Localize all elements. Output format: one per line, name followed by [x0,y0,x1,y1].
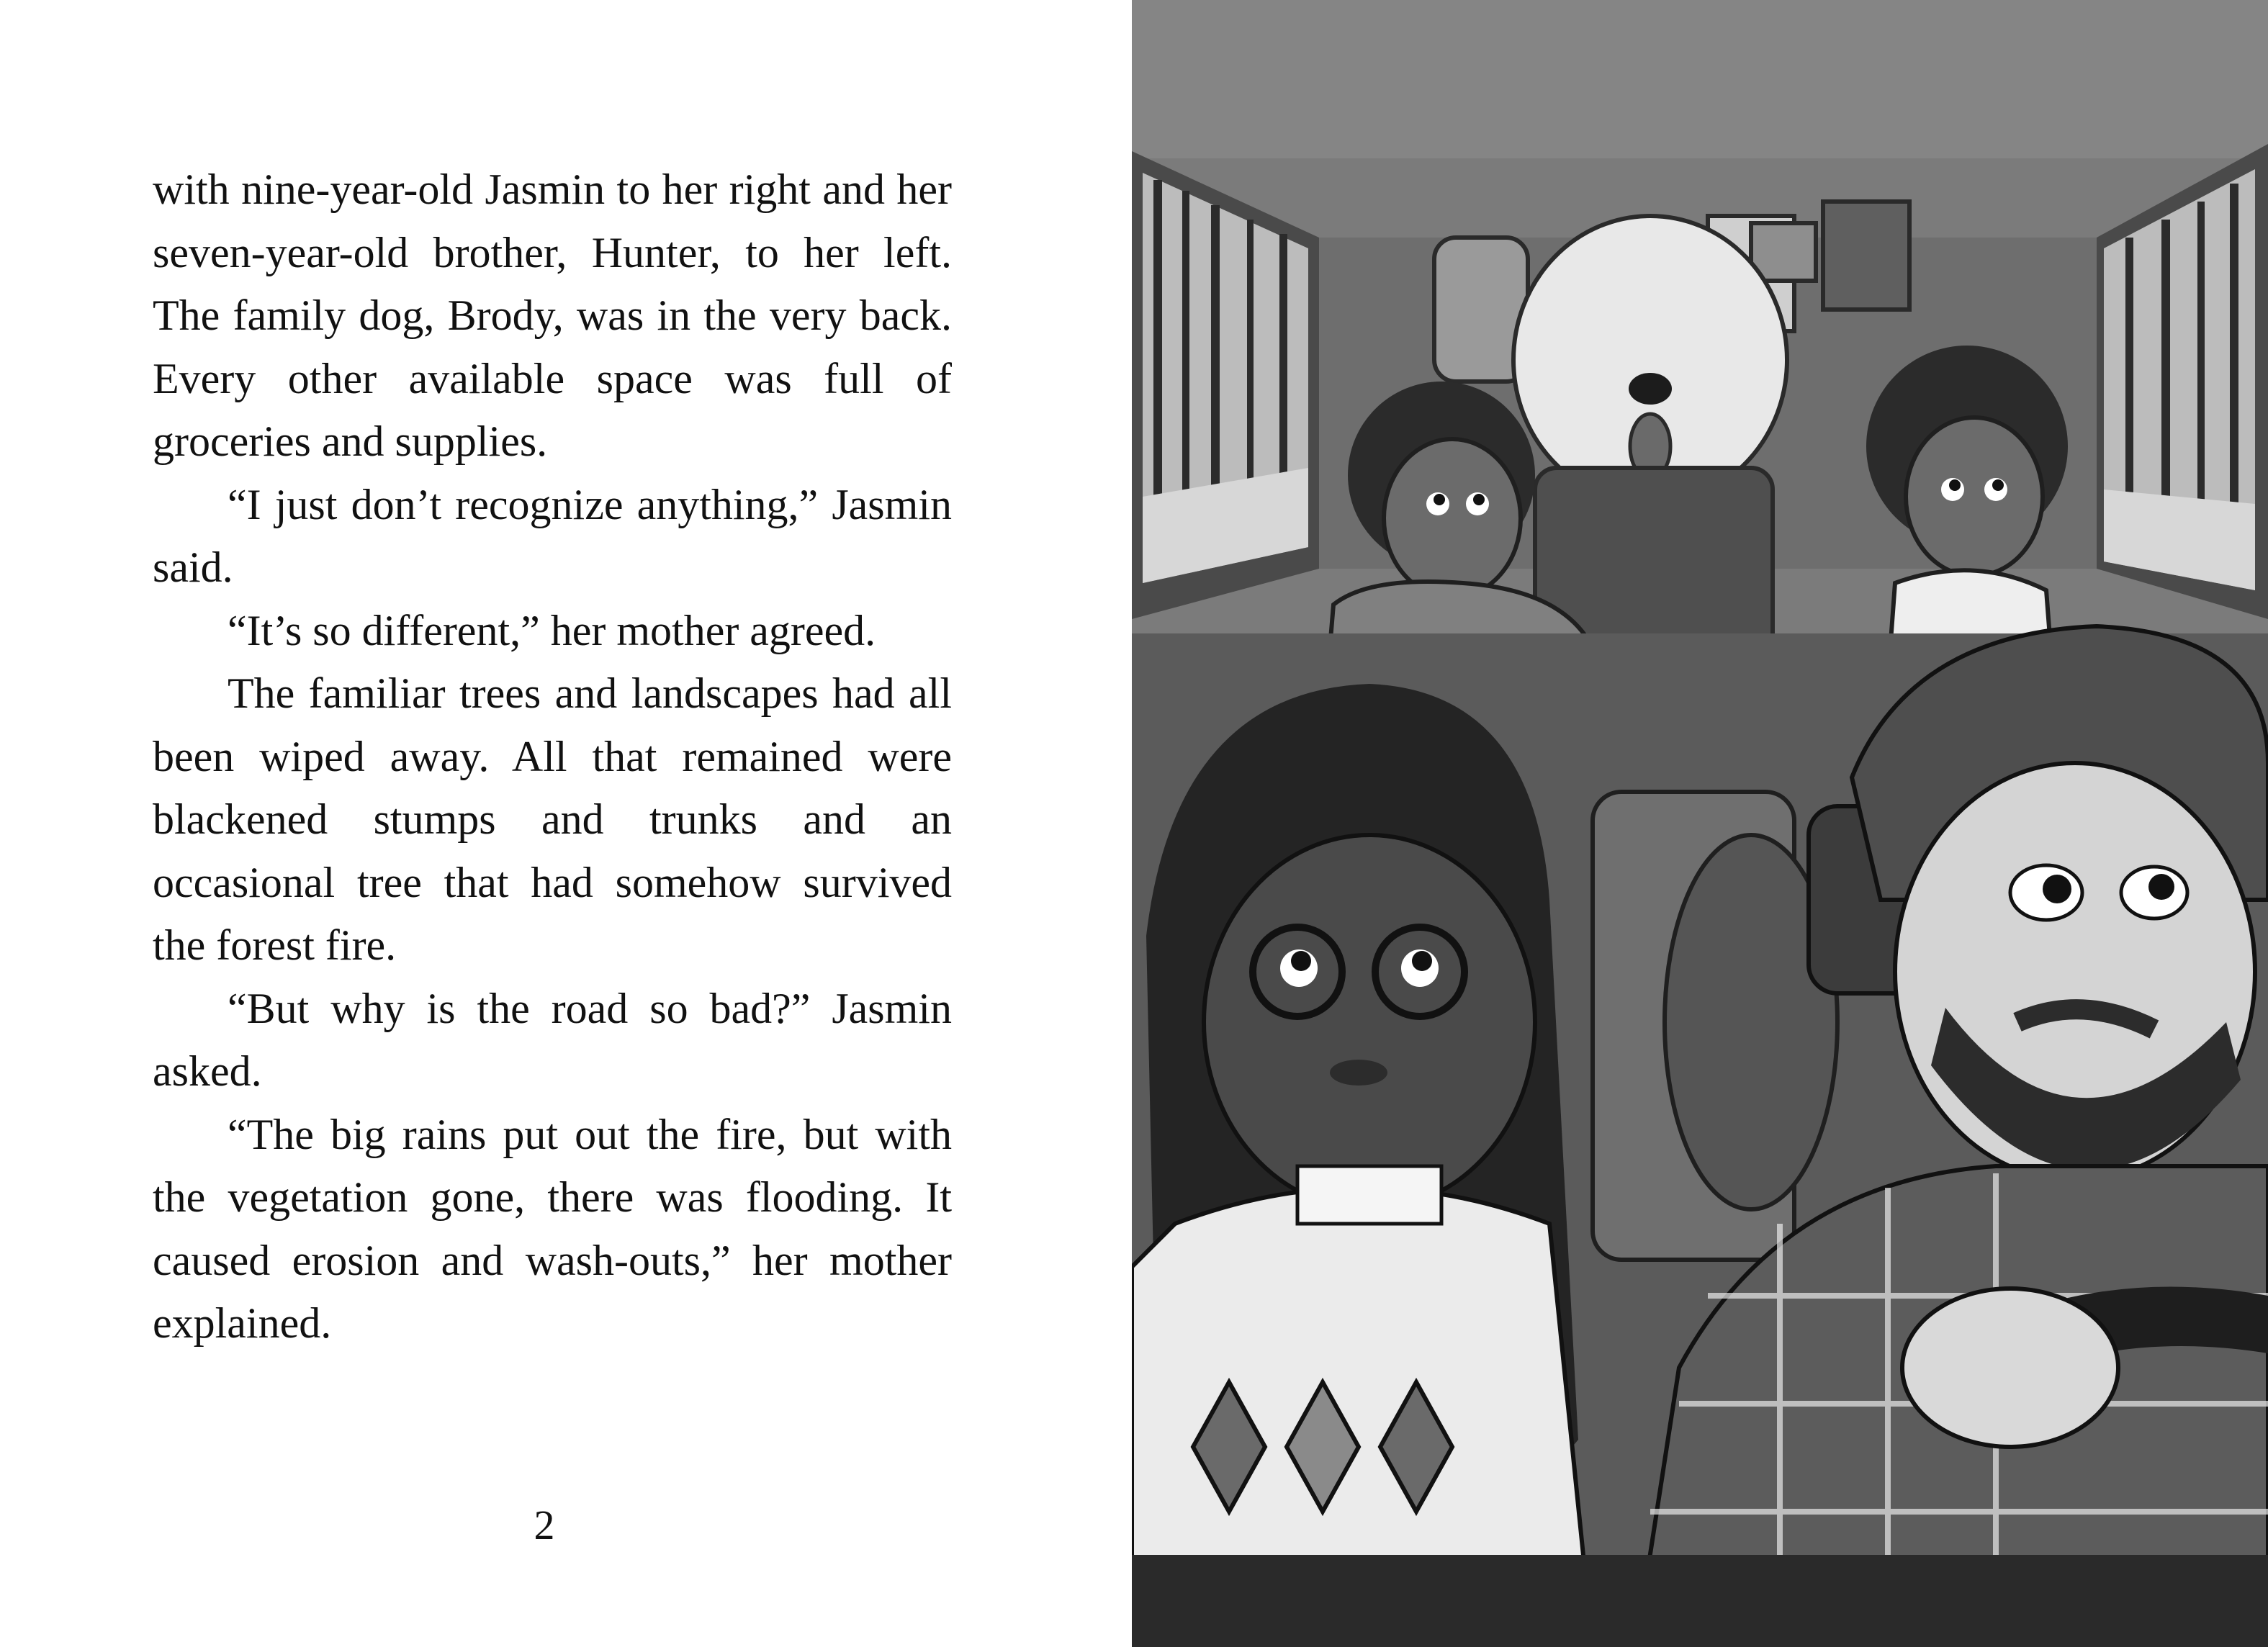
car-interior-illustration [1132,0,2268,1647]
paragraph: “It’s so different,” her mother agreed. [228,606,876,654]
paragraph: “But why is the road so bad?” Jasmin asked. [153,984,952,1095]
text-page [0,0,1132,1647]
paragraph: The familiar trees and landscapes had all been wiped away. All that remained were blackened stumps and trunks and an occasional tree that had somehow survived the forest fire. [153,669,952,969]
paragraph: “I just don’t recognize anything,” Jasmin said. [153,480,952,591]
paragraph: “The big rains put out the fire, but with the vegetation gone, there was flooding. It caused erosion and wash-outs,” her mother explained. [153,1110,952,1347]
paragraph: with nine-year-old Jasmin to her right and her seven-year-old brother, Hunter, to her left. The family dog, Brody, was in the very back. Every other available space was full of groceries and supplies. [153,166,952,465]
page-number: 2 [534,1502,555,1548]
body-text [153,158,952,1355]
